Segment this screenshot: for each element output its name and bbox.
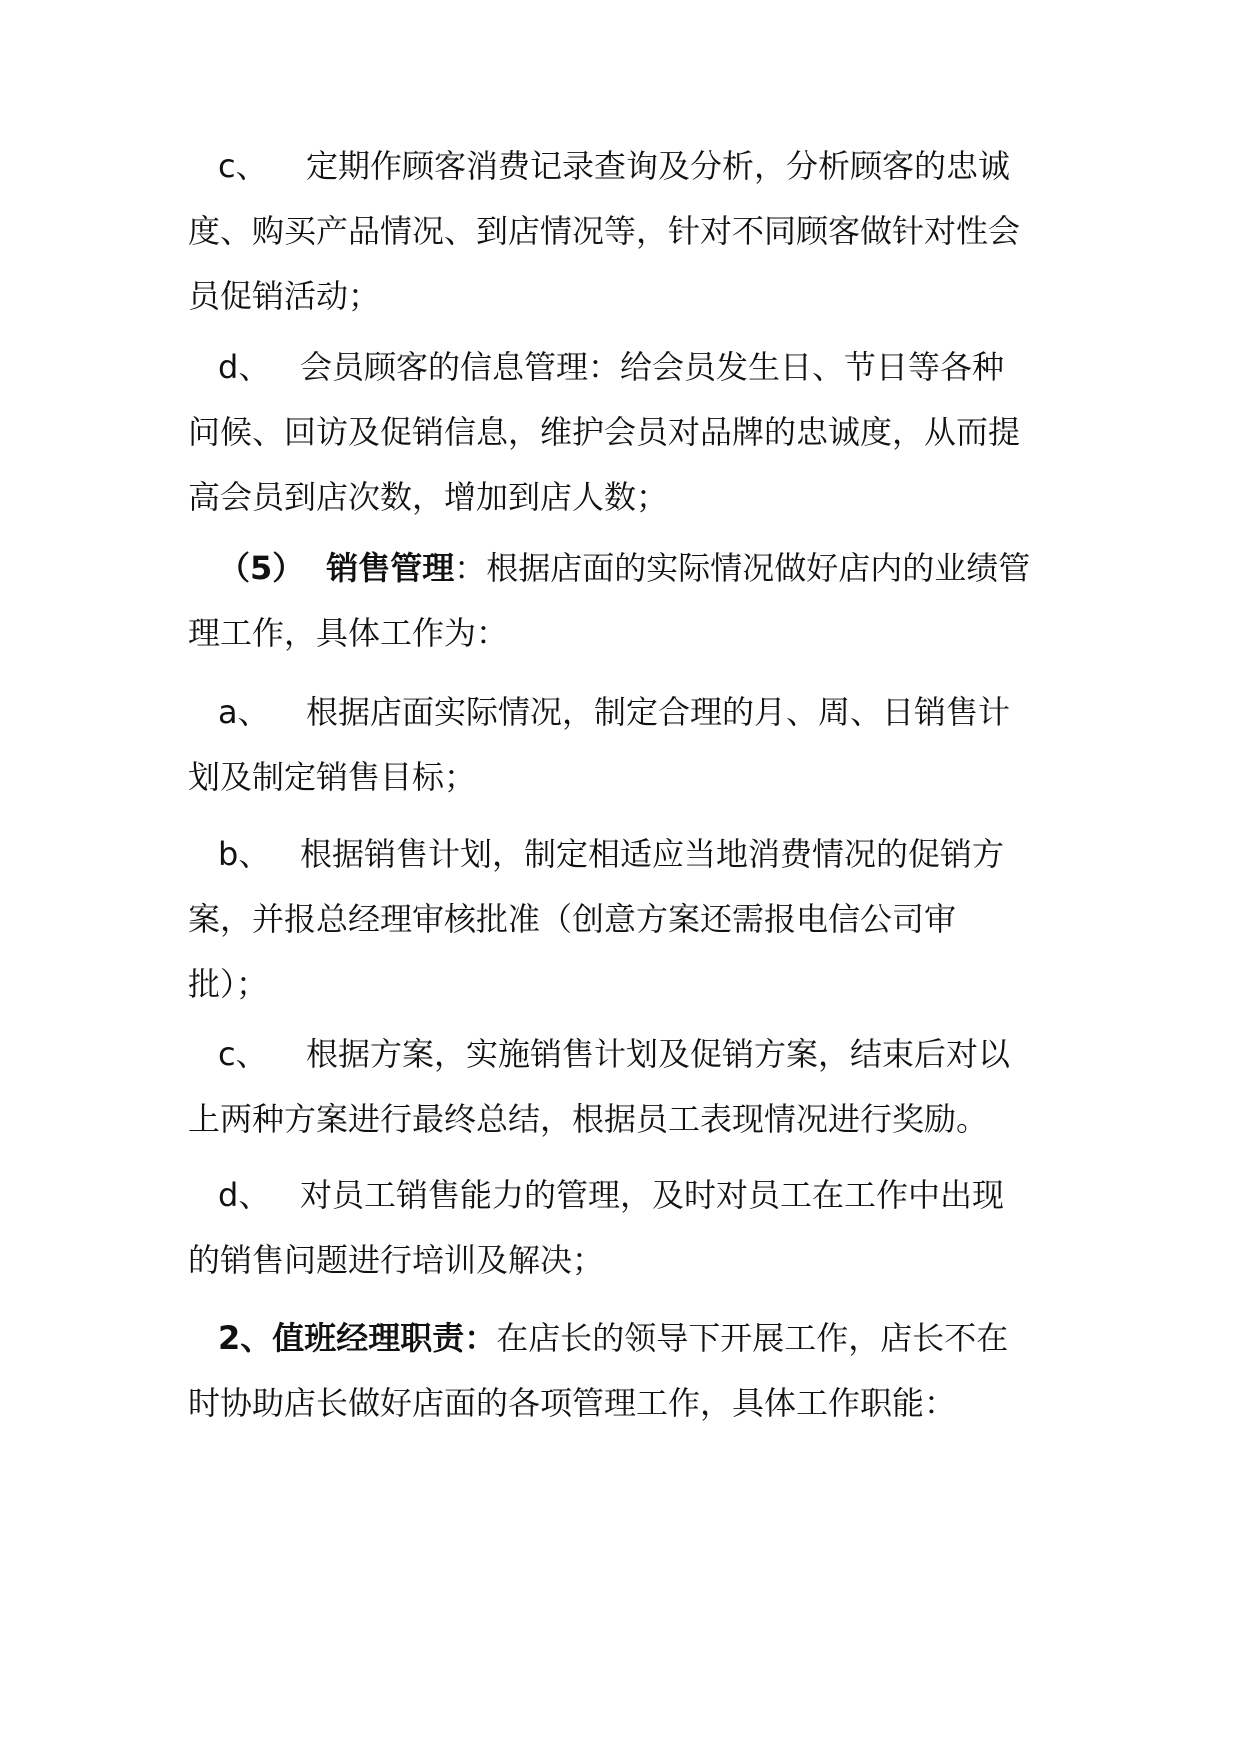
list-marker: c、 xyxy=(218,1035,268,1073)
paragraph-line: ：根据店面的实际情况做好店内的业绩管 xyxy=(454,549,1031,587)
list-marker: d、 xyxy=(218,348,271,386)
paragraph-d-staff-training xyxy=(188,1163,1068,1293)
paragraph-line: 在店长的领导下开展工作，店长不在 xyxy=(496,1319,1009,1357)
paragraph-b-promotion-plan xyxy=(188,822,1068,1017)
list-marker: c、 xyxy=(218,147,268,185)
paragraph-line: 划及制定销售目标； xyxy=(188,758,477,796)
paragraph-c-execute-plan xyxy=(188,1022,1068,1152)
paragraph-line: 高会员到店次数，增加到店人数； xyxy=(188,478,669,516)
paragraph-line: 批）； xyxy=(188,965,269,1003)
section-title: 2、值班经理职责： xyxy=(218,1319,497,1357)
list-marker: b、 xyxy=(218,835,271,873)
paragraph-line: 定期作顾客消费记录查询及分析，分析顾客的忠诚 xyxy=(306,147,1011,185)
paragraph-line: 度、购买产品情况、到店情况等，针对不同顾客做针对性会 xyxy=(188,212,1021,250)
paragraph-line: 理工作，具体工作为： xyxy=(188,614,509,652)
list-marker: a、 xyxy=(218,693,270,731)
paragraph-line: 员促销活动； xyxy=(188,277,381,315)
paragraph-a-sales-plan xyxy=(188,680,1068,810)
paragraph-line: 问候、回访及促销信息，维护会员对品牌的忠诚度，从而提 xyxy=(188,413,1021,451)
section-number: （5） xyxy=(218,549,305,587)
paragraph-line: 对员工销售能力的管理，及时对员工在工作中出现 xyxy=(300,1176,1005,1214)
paragraph-sales-management xyxy=(188,536,1068,666)
paragraph-line: 根据销售计划，制定相适应当地消费情况的促销方 xyxy=(300,835,1005,873)
section-title: 销售管理 xyxy=(326,549,455,587)
paragraph-line: 根据方案，实施销售计划及促销方案，结束后对以 xyxy=(306,1035,1011,1073)
paragraph-c-customer-records xyxy=(188,134,1068,329)
paragraph-line: 根据店面实际情况，制定合理的月、周、日销售计 xyxy=(306,693,1011,731)
paragraph-line: 上两种方案进行最终总结，根据员工表现情况进行奖励。 xyxy=(188,1100,989,1138)
paragraph-duty-manager xyxy=(188,1306,1068,1436)
list-marker: d、 xyxy=(218,1176,271,1214)
paragraph-line: 案，并报总经理审核批准（创意方案还需报电信公司审 xyxy=(188,900,957,938)
paragraph-line: 会员顾客的信息管理：给会员发生日、节日等各种 xyxy=(300,348,1005,386)
paragraph-line: 的销售问题进行培训及解决； xyxy=(188,1241,605,1279)
paragraph-line: 时协助店长做好店面的各项管理工作，具体工作职能： xyxy=(188,1384,957,1422)
paragraph-d-member-info xyxy=(188,335,1068,530)
